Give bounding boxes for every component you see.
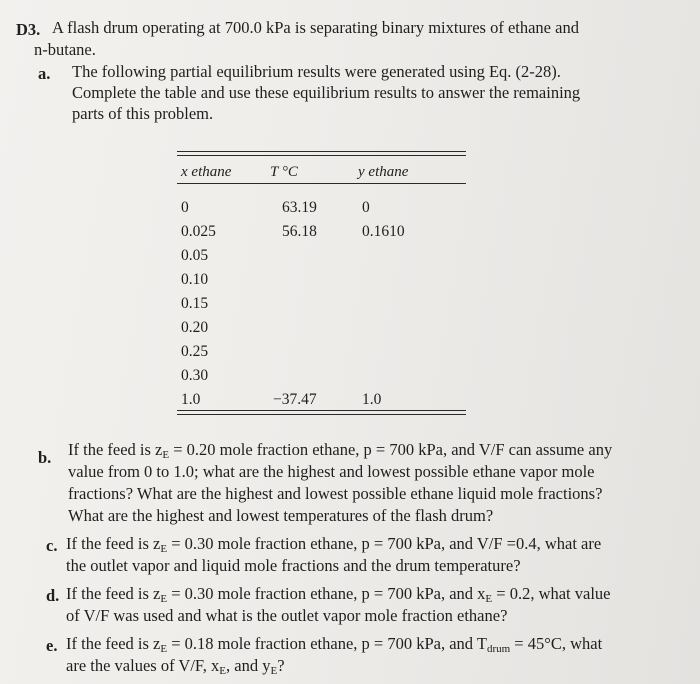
part-d-line1: If the feed is $z_E = 0.30$ mole fraction ethane, p = 700 kPa, and $x_E = 0.2$, what value [66, 584, 611, 605]
part-b-label: b. [38, 448, 52, 467]
table-header-rule [177, 183, 466, 184]
part-d-label: d. [46, 586, 60, 605]
part-d-line2: of V/F was used and what is the outlet vapor mole fraction ethane? [66, 606, 508, 625]
cell-x-ethane-row-7: 0.30 [181, 367, 209, 384]
cell-x-ethane-row-6: 0.25 [181, 343, 209, 360]
table-bottom-rule [177, 410, 466, 411]
cell-temperature-row-1: 56.18 [282, 223, 317, 240]
part-a-line1: The following partial equilibrium results were generated using Eq. (2-28). [72, 62, 561, 81]
table-bottom-rule-2 [177, 414, 466, 415]
part-e-label: e. [46, 636, 58, 655]
part-b-line3: fractions? What are the highest and lowest possible ethane liquid mole fractions? [68, 484, 603, 503]
table-top-rule-2 [177, 155, 466, 156]
cell-y-ethane-row-0: 0 [362, 199, 370, 216]
part-c-line1: If the feed is $z_E = 0.30$ mole fraction ethane, p = 700 kPa, and V/F =0.4, what are [66, 534, 602, 555]
cell-x-ethane-row-1: 0.025 [181, 223, 216, 240]
header-x-ethane: x ethane [181, 164, 232, 180]
cell-y-ethane-row-1: 0.1610 [362, 223, 405, 240]
part-a-line3: parts of this problem. [72, 104, 214, 123]
part-b-line4: What are the highest and lowest temperatures of the flash drum? [68, 506, 494, 525]
part-a-label: a. [38, 64, 51, 83]
header-temperature: T °C [270, 164, 298, 180]
problem-intro-line2: n-butane. [34, 40, 96, 59]
part-b-line2: value from 0 to 1.0; what are the highest and lowest possible ethane vapor mole [68, 462, 595, 481]
table-top-rule [177, 151, 466, 152]
problem-number: D3. [16, 20, 41, 39]
cell-temperature-row-8: −37.47 [273, 391, 317, 408]
cell-y-ethane-row-8: 1.0 [362, 391, 382, 408]
part-c-label: c. [46, 536, 58, 555]
part-e-line2: are the values of V/F, $x_E$, and $y_E$? [66, 656, 285, 677]
cell-x-ethane-row-8: 1.0 [181, 391, 201, 408]
cell-x-ethane-row-0: 0 [181, 199, 189, 216]
header-y-ethane: y ethane [358, 164, 409, 180]
part-b-line1: If the feed is $z_E = 0.20$ mole fraction ethane, p = 700 kPa, and V/F can assume any [68, 440, 613, 461]
cell-x-ethane-row-4: 0.15 [181, 295, 209, 312]
problem-intro-line1: A flash drum operating at 700.0 kPa is separating binary mixtures of ethane and [52, 18, 579, 37]
cell-x-ethane-row-5: 0.20 [181, 319, 209, 336]
cell-x-ethane-row-2: 0.05 [181, 247, 209, 264]
part-c-line2: the outlet vapor and liquid mole fractions and the drum temperature? [66, 556, 521, 575]
cell-x-ethane-row-3: 0.10 [181, 271, 209, 288]
part-a-line2: Complete the table and use these equilibrium results to answer the remaining [72, 83, 581, 102]
part-e-line1: If the feed is $z_E = 0.18$ mole fraction ethane, p = 700 kPa, and $T_{drum} = 45^\circ C$, what [66, 634, 603, 655]
cell-temperature-row-0: 63.19 [282, 199, 317, 216]
